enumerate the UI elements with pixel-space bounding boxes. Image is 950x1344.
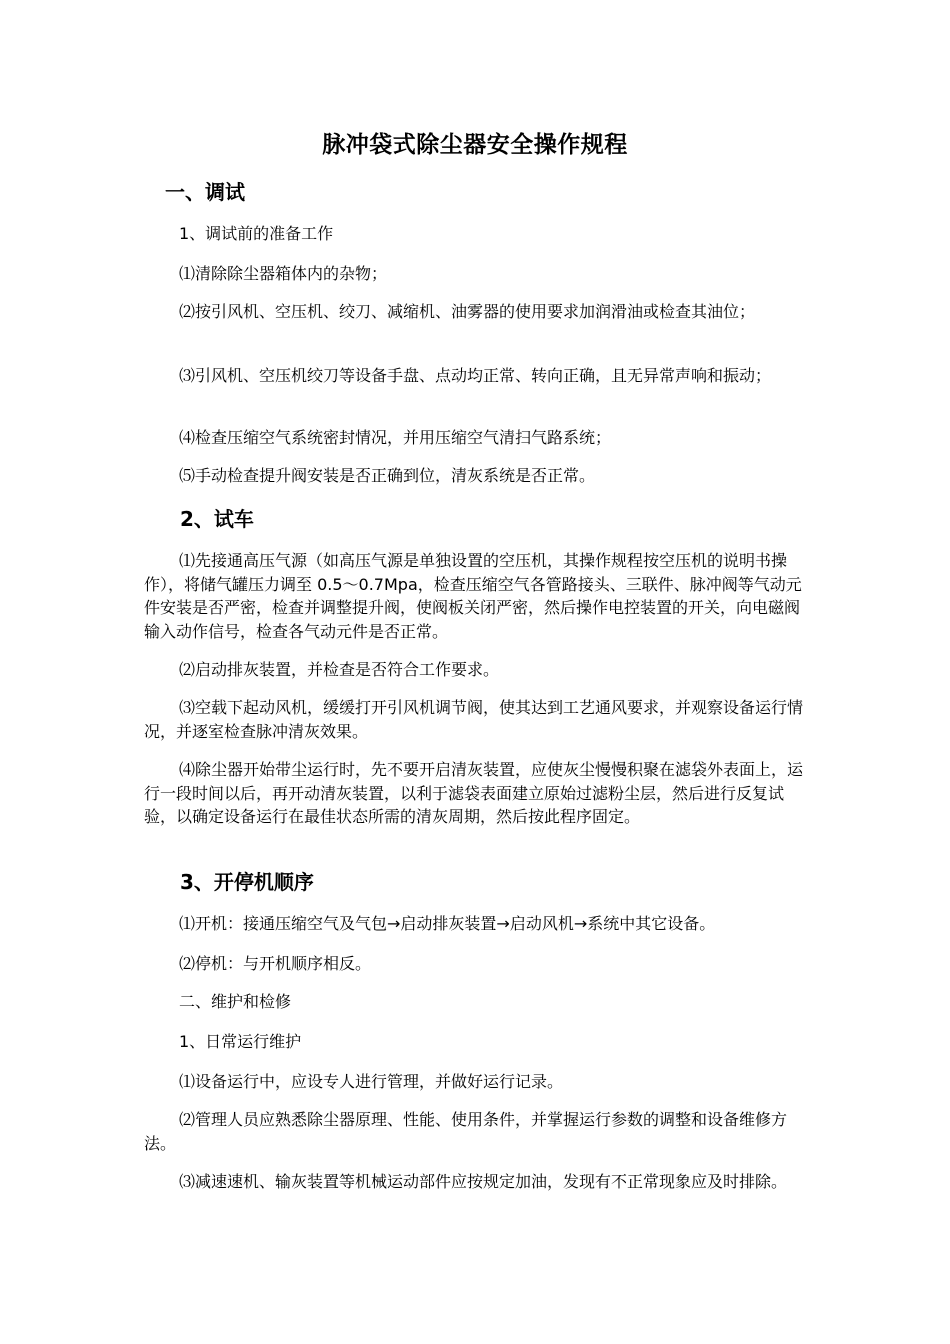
paragraph: ⑵停机：与开机顺序相反。 bbox=[179, 954, 372, 973]
paragraph: ⑶减速速机、输灰装置等机械运动部件应按规定加油，发现有不正常现象应及时排除。 bbox=[179, 1172, 788, 1191]
paragraph: ⑷检查压缩空气系统密封情况，并用压缩空气清扫气路系统； bbox=[179, 428, 612, 447]
paragraph: ⑷除尘器开始带尘运行时，先不要开启清灰装置，应使灰尘慢慢积聚在滤袋外表面上，运行一段时间以后，再开动清灰装置，以利于滤袋表面建立原始过滤粉尘层，然后进行反复试验，以确定设备运行在最佳状态所需的清灰周期，然后按此程序固定。 bbox=[144, 760, 804, 826]
paragraph: ⑴先接通高压气源（如高压气源是单独设置的空压机，其操作规程按空压机的说明书操作），将储气罐压力调至 0.5～0.7Mpa，检查压缩空气各管路接头、三联件、脉冲阀等气动元件安装是否严密，检查并调整提升阀，使阀板关闭严密，然后操作电控装置的开关，向电磁阀输入动作信号，检查各气动元件是否正常。 bbox=[144, 551, 802, 641]
section-heading-maintenance: 二、维护和检修 bbox=[179, 992, 292, 1011]
paragraph: ⑵启动排灰装置，并检查是否符合工作要求。 bbox=[179, 660, 500, 679]
section-heading-trial-run: 2、试车 bbox=[180, 507, 254, 531]
paragraph: ⑵管理人员应熟悉除尘器原理、性能、使用条件，并掌握运行参数的调整和设备维修方法。 bbox=[144, 1110, 788, 1153]
paragraph: ⑶引风机、空压机绞刀等设备手盘、点动均正常、转向正确，且无异常声响和振动； bbox=[179, 366, 772, 385]
section-heading-debug: 一、调试 bbox=[165, 180, 245, 204]
subsection-daily-maintenance: 1、日常运行维护 bbox=[179, 1032, 302, 1051]
paragraph: ⑸手动检查提升阀安装是否正确到位，清灰系统是否正常。 bbox=[179, 466, 596, 485]
paragraph: ⑴开机：接通压缩空气及气包→启动排灰装置→启动风机→系统中其它设备。 bbox=[179, 914, 716, 933]
paragraph: ⑴设备运行中，应设专人进行管理，并做好运行记录。 bbox=[179, 1072, 564, 1091]
section-heading-start-stop: 3、开停机顺序 bbox=[180, 870, 314, 894]
paragraph: ⑴清除除尘器箱体内的杂物； bbox=[179, 264, 388, 283]
paragraph: ⑶空载下起动风机，缓缓打开引风机调节阀，使其达到工艺通风要求，并观察设备运行情况，并逐室检查脉冲清灰效果。 bbox=[144, 698, 804, 741]
paragraph: ⑵按引风机、空压机、绞刀、减缩机、油雾器的使用要求加润滑油或检查其油位； bbox=[179, 302, 756, 321]
subsection-prep-work: 1、调试前的准备工作 bbox=[179, 224, 334, 243]
document-title: 脉冲袋式除尘器安全操作规程 bbox=[322, 132, 628, 158]
